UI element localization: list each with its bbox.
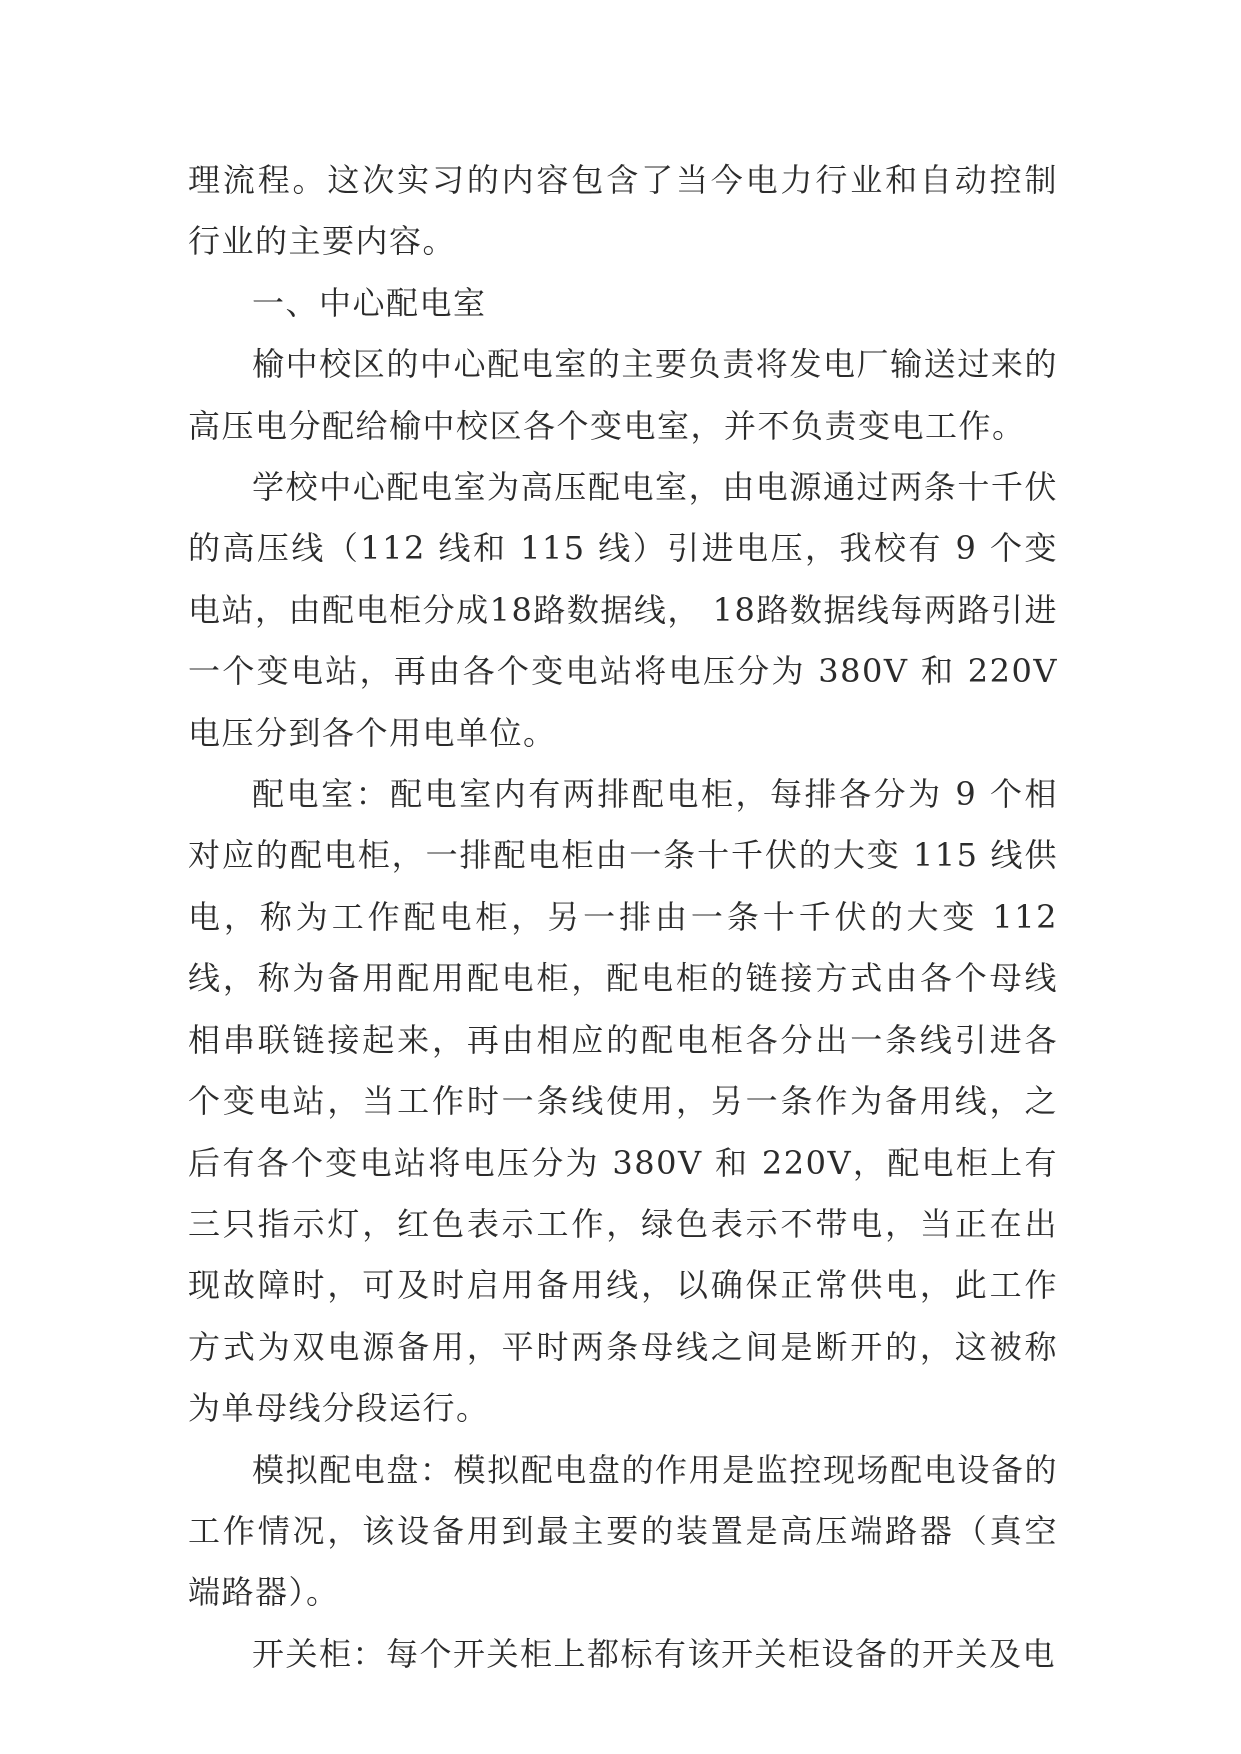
paragraph: 学校中心配电室为高压配电室，由电源通过两条十千伏的高压线（112 线和 115 线）引进电压，我校有 9 个变电站，由配电柜分成18路数据线， 18路数据线每两路引进一个变电站，再由各个变电站将电压分为 380V 和 220V 电压分到各个用电单位。 xyxy=(188,468,1058,752)
paragraph: 模拟配电盘：模拟配电盘的作用是监控现场配电设备的工作情况，该设备用到最主要的装置是高压端路器（真空端路器）。 xyxy=(188,1450,1058,1612)
document-body xyxy=(188,150,1058,1685)
paragraph: 配电室：配电室内有两排配电柜，每排各分为 9 个相对应的配电柜，一排配电柜由一条十千伏的大变 115 线供电，称为工作配电柜，另一排由一条十千伏的大变 112 线，称为备用配用配电柜，配电柜的链接方式由各个母线相串联链接起来，再由相应的配电柜各分出一条线引进各个变电站，当工作时一条线使用，另一条作为备用线，之后有各个变电站将电压分为 380V 和 220V，配电柜上有三只指示灯，红色表示工作，绿色表示不带电，当正在出现故障时，可及时启用备用线，以确保正常供电，此工作方式为双电源备用，平时两条母线之间是断开的，这被称为单母线分段运行。 xyxy=(188,775,1058,1428)
paragraph: 榆中校区的中心配电室的主要负责将发电厂输送过来的高压电分配给榆中校区各个变电室，并不负责变电工作。 xyxy=(188,345,1058,445)
section-heading: 一、中心配电室 xyxy=(252,283,487,322)
paragraph-continuation: 理流程。这次实习的内容包含了当今电力行业和自动控制行业的主要内容。 xyxy=(188,161,1058,261)
paragraph: 开关柜：每个开关柜上都标有该开关柜设备的开关及电 xyxy=(252,1634,1057,1673)
